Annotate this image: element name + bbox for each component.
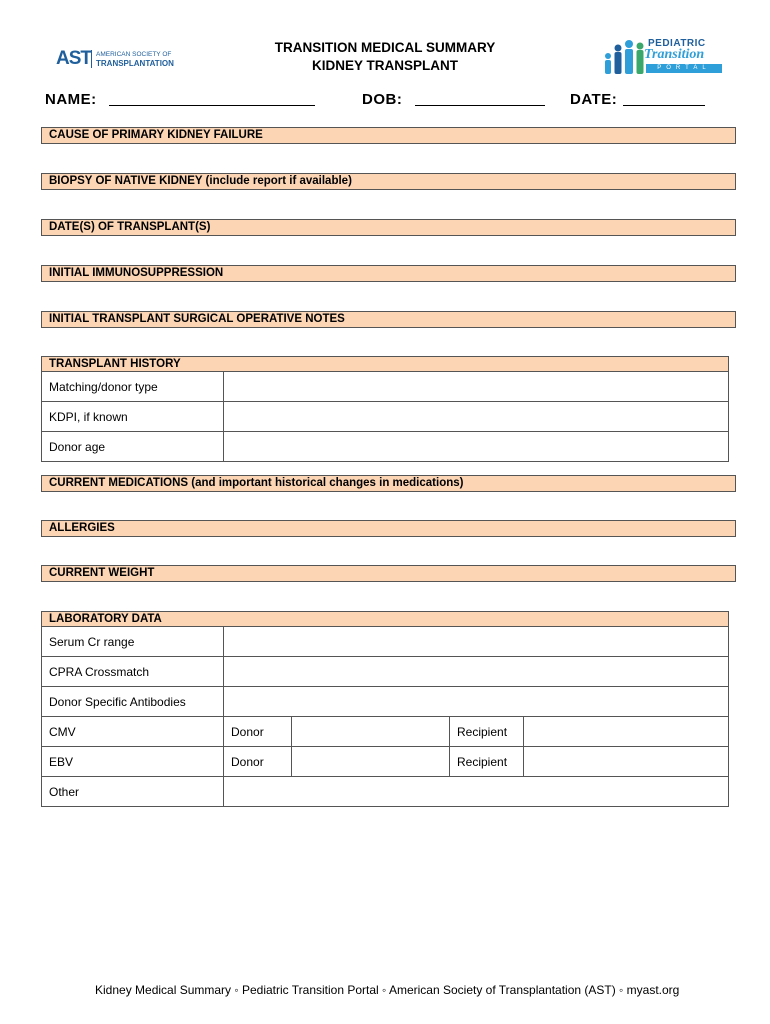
table-row <box>42 717 729 747</box>
other-input[interactable] <box>224 777 729 807</box>
document-subtitle: KIDNEY TRANSPLANT <box>311 58 458 73</box>
section-laboratory-data: LABORATORY DATA <box>42 612 729 627</box>
section-immunosuppression: INITIAL IMMUNOSUPPRESSION <box>41 265 736 282</box>
ast-logo-mark: AST <box>56 48 91 69</box>
date-field <box>570 91 705 108</box>
cpra-input[interactable] <box>224 657 729 687</box>
table-row <box>42 777 729 807</box>
transplant-history-table <box>41 356 729 462</box>
ast-logo <box>56 48 176 70</box>
row-label-donor-age: Donor age <box>42 432 224 462</box>
dob-field <box>362 91 545 108</box>
ebv-donor-label: Donor <box>224 747 292 777</box>
row-label-serum-cr: Serum Cr range <box>42 627 224 657</box>
dsa-input[interactable] <box>224 687 729 717</box>
table-row <box>42 627 729 657</box>
row-label-ebv: EBV <box>42 747 224 777</box>
logo-text-pediatric: PEDIATRIC <box>648 38 706 49</box>
section-allergies: ALLERGIES <box>41 520 736 537</box>
name-label: NAME: <box>45 91 97 108</box>
section-cause-of-failure: CAUSE OF PRIMARY KIDNEY FAILURE <box>41 127 736 144</box>
ast-logo-line1: AMERICAN SOCIETY OF <box>96 51 172 58</box>
date-label: DATE: <box>570 91 618 108</box>
ebv-recipient-label: Recipient <box>450 747 524 777</box>
table-row <box>42 747 729 777</box>
name-blank[interactable] <box>109 91 315 106</box>
section-current-medications: CURRENT MEDICATIONS (and important historical changes in medications) <box>41 475 736 492</box>
cmv-recipient-label: Recipient <box>450 717 524 747</box>
dob-label: DOB: <box>362 91 403 108</box>
table-row <box>42 402 729 432</box>
dob-blank[interactable] <box>415 91 545 106</box>
row-label-cmv: CMV <box>42 717 224 747</box>
section-transplant-dates: DATE(S) OF TRANSPLANT(S) <box>41 219 736 236</box>
section-current-weight: CURRENT WEIGHT <box>41 565 736 582</box>
kdpi-input[interactable] <box>224 402 729 432</box>
ebv-donor-input[interactable] <box>292 747 450 777</box>
serum-cr-input[interactable] <box>224 627 729 657</box>
table-row <box>42 432 729 462</box>
section-transplant-history: TRANSPLANT HISTORY <box>42 357 729 372</box>
row-label-dsa: Donor Specific Antibodies <box>42 687 224 717</box>
ebv-recipient-input[interactable] <box>524 747 729 777</box>
row-label-matching: Matching/donor type <box>42 372 224 402</box>
section-biopsy: BIOPSY OF NATIVE KIDNEY (include report if available) <box>41 173 736 190</box>
table-row <box>42 657 729 687</box>
section-surgical-notes: INITIAL TRANSPLANT SURGICAL OPERATIVE NOTES <box>41 311 736 328</box>
family-icon <box>600 36 646 78</box>
logo-text-portal: PORTAL <box>646 64 722 73</box>
date-blank[interactable] <box>623 91 705 106</box>
logo-text-transition: Transition <box>644 47 705 62</box>
cmv-donor-label: Donor <box>224 717 292 747</box>
matching-donor-type-input[interactable] <box>224 372 729 402</box>
row-label-cpra: CPRA Crossmatch <box>42 657 224 687</box>
row-label-other: Other <box>42 777 224 807</box>
ast-logo-line2: TRANSPLANTATION <box>96 59 174 68</box>
donor-age-input[interactable] <box>224 432 729 462</box>
name-field <box>45 91 315 108</box>
table-row <box>42 372 729 402</box>
laboratory-data-table <box>41 611 729 807</box>
logo-divider <box>91 50 92 68</box>
table-row <box>42 687 729 717</box>
cmv-recipient-input[interactable] <box>524 717 729 747</box>
page-footer: Kidney Medical Summary ◦ Pediatric Transition Portal ◦ American Society of Transplantation (AST) ◦ myast.org <box>95 983 680 997</box>
row-label-kdpi: KDPI, if known <box>42 402 224 432</box>
cmv-donor-input[interactable] <box>292 717 450 747</box>
pediatric-transition-logo <box>600 36 724 78</box>
document-title: TRANSITION MEDICAL SUMMARY <box>274 40 496 55</box>
